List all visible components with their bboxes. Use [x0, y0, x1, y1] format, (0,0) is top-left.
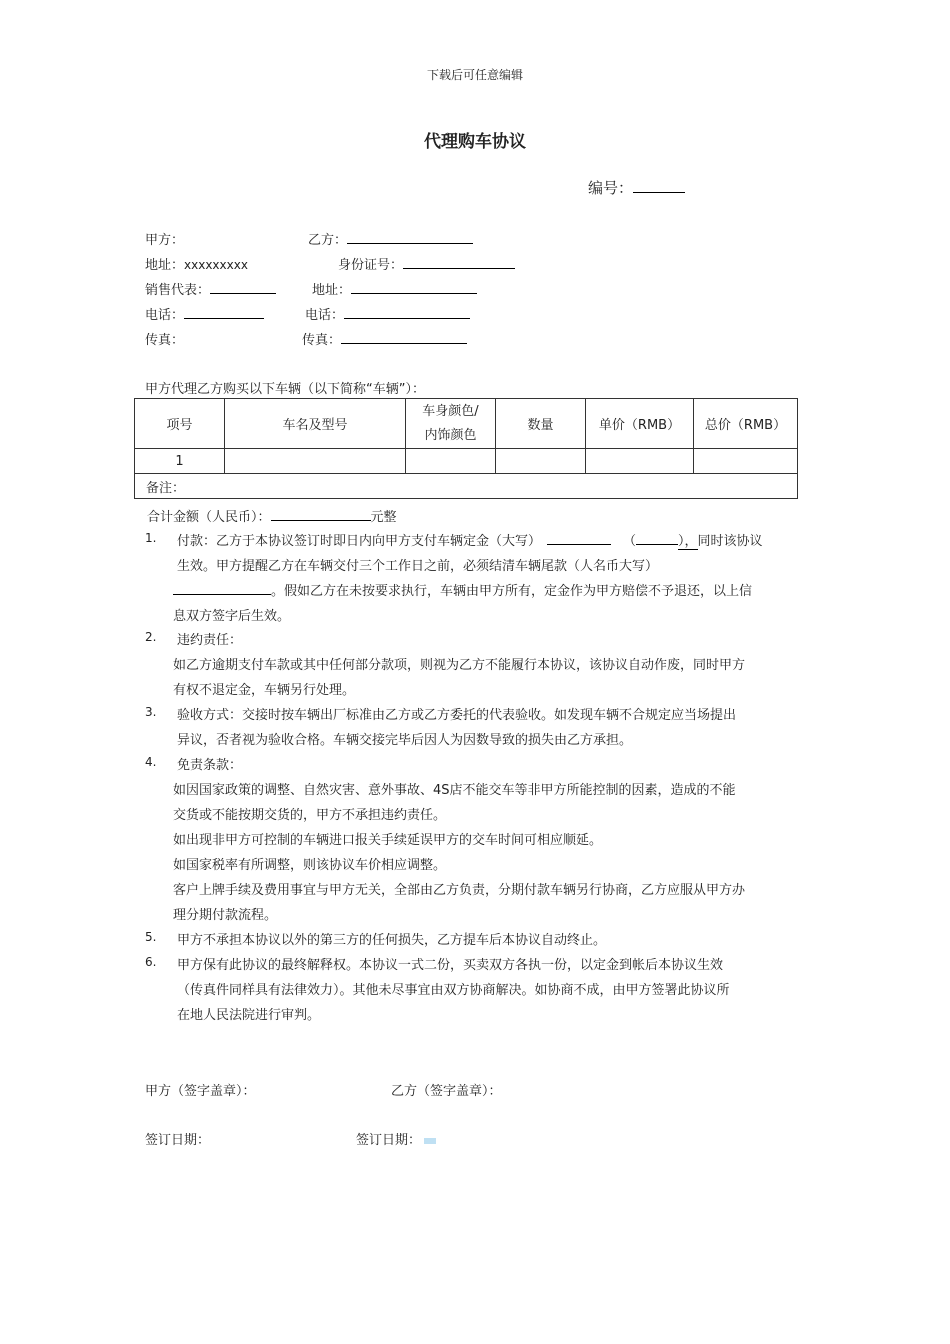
clause-4-line-6: 理分期付款流程。 — [173, 908, 278, 923]
party-b-row — [308, 229, 473, 248]
purchase-intro: 甲方代理乙方购买以下车辆（以下简称“车辆”）： — [145, 382, 425, 397]
party-a-address-value: xxxxxxxxx — [184, 258, 248, 272]
header-unit-price: 单价（RMB） — [586, 399, 694, 449]
vehicle-table — [134, 398, 798, 499]
remark-label: 备注： — [146, 480, 186, 496]
date-highlight-marker — [424, 1138, 436, 1144]
header-car-model: 车名及型号 — [225, 399, 406, 449]
clause-6-line-3: 在地人民法院进行审判。 — [177, 1008, 321, 1023]
party-a-phone-row — [145, 304, 264, 323]
table-header-row — [135, 399, 798, 449]
party-a-address — [145, 254, 248, 273]
clause-2-line-2: 有权不退定金，车辆另行处理。 — [173, 683, 356, 698]
party-b-address-blank[interactable] — [351, 279, 477, 294]
deposit-amount-blank[interactable] — [547, 530, 611, 545]
party-a-rep-row — [145, 279, 276, 298]
row-car-model-cell[interactable] — [225, 449, 406, 474]
balance-amount-blank[interactable] — [173, 580, 271, 595]
clause-1-number: 1. — [145, 531, 157, 545]
party-b-signature: 乙方（签字盖章）： — [391, 1084, 502, 1099]
party-a-label: 甲方： — [145, 233, 185, 248]
serial-blank[interactable] — [633, 178, 685, 193]
clause-6-number: 6. — [145, 955, 157, 969]
party-b-fax-label: 传真： — [302, 333, 342, 348]
clause-2-line-1: 如乙方逾期支付车款或其中任何部分款项，则视为乙方不能履行本协议，该协议自动作废，同时甲方 — [173, 658, 746, 673]
clause-1-line-4: 息双方签字后生效。 — [173, 609, 291, 624]
party-b-label: 乙方： — [308, 233, 348, 248]
clause-1-text-d: 同时该协议 — [697, 534, 763, 549]
party-b-sign-date: 签订日期： — [356, 1133, 422, 1148]
party-b-address-label: 地址： — [312, 283, 352, 298]
party-b-blank[interactable] — [347, 229, 473, 244]
party-b-phone-row — [305, 304, 470, 323]
party-a-sign-date: 签订日期： — [145, 1133, 211, 1148]
clause-6-line-1: 甲方保有此协议的最终解释权。本协议一式二份，买卖双方各执一份，以定金到帐后本协议生效 — [177, 958, 724, 973]
clause-6-line-2: （传真件同样具有法律效力）。其他未尽事宜由双方协商解决。如协商不成，由甲方签署此协议所 — [177, 983, 730, 998]
row-quantity-cell[interactable] — [496, 449, 586, 474]
party-a-phone-label: 电话： — [145, 308, 185, 323]
clause-4-line-3: 如出现非甲方可控制的车辆进口报关手续延误甲方的交车时间可相应顺延。 — [173, 833, 603, 848]
party-a-address-label: 地址： — [145, 258, 185, 273]
header-color — [406, 399, 496, 449]
header-note: 下载后可任意编辑 — [426, 68, 523, 82]
table-row — [135, 449, 798, 474]
party-b-id-label: 身份证号： — [338, 258, 404, 273]
clause-2-title: 违约责任： — [177, 633, 243, 648]
clause-4-line-2: 交货或不能按期交货的，甲方不承担违约责任。 — [173, 808, 447, 823]
serial-number — [588, 177, 685, 198]
clause-1-line-2: 生效。甲方提醒乙方在车辆交付三个工作日之前，必须结清车辆尾款（人名币大写） — [177, 559, 659, 574]
clause-1-text-e: 。假如乙方在未按要求执行，车辆由甲方所有，定金作为甲方赔偿不予退还，以上信 — [271, 584, 753, 599]
party-b-sign-date-row — [356, 1129, 436, 1148]
party-b-phone-label: 电话： — [305, 308, 345, 323]
party-a-signature: 甲方（签字盖章）： — [145, 1084, 256, 1099]
row-item-no: 1 — [135, 449, 225, 474]
party-b-fax-blank[interactable] — [341, 329, 467, 344]
clause-4-number: 4. — [145, 755, 157, 769]
party-a-rep-blank[interactable] — [210, 279, 276, 294]
clause-1-text-a: 付款：乙方于本协议签订时即日内向甲方支付车辆定金（大写） — [177, 534, 542, 549]
total-amount-suffix: 元整 — [370, 510, 397, 525]
clause-1-text-c: ）， — [678, 534, 698, 549]
header-item-no: 项号 — [135, 399, 225, 449]
clause-3-line-2: 异议，否者视为验收合格。车辆交接完毕后因人为因数导致的损失由乙方承担。 — [177, 733, 633, 748]
remark-cell[interactable] — [135, 474, 798, 499]
document-title: 代理购车协议 — [424, 132, 526, 152]
clause-4-line-4: 如国家税率有所调整，则该协议车价相应调整。 — [173, 858, 447, 873]
deposit-amount-figure-blank[interactable] — [636, 530, 678, 545]
header-body-color: 车身颜色/ — [422, 403, 479, 419]
clause-1-text-b: （ — [623, 534, 637, 549]
party-a-phone-blank[interactable] — [184, 304, 264, 319]
total-amount-label: 合计金额（人民币）： — [147, 510, 271, 525]
party-b-fax-row — [302, 329, 467, 348]
party-b-id-blank[interactable] — [403, 254, 515, 269]
clause-2-number: 2. — [145, 630, 157, 644]
clause-1-line-1 — [177, 530, 763, 549]
party-b-id-row — [338, 254, 515, 273]
total-amount-blank[interactable] — [271, 506, 371, 521]
header-interior-color: 内饰颜色 — [424, 427, 477, 443]
clause-5-number: 5. — [145, 930, 157, 944]
party-b-phone-blank[interactable] — [344, 304, 470, 319]
party-a-fax-label: 传真： — [145, 333, 185, 348]
clause-4-line-5: 客户上牌手续及费用事宜与甲方无关，全部由乙方负责，分期付款车辆另行协商，乙方应服从甲方办 — [173, 883, 746, 898]
clause-1-line-3 — [173, 580, 752, 599]
clause-5-line-1: 甲方不承担本协议以外的第三方的任何损失，乙方提车后本协议自动终止。 — [177, 933, 607, 948]
row-total-price-cell[interactable] — [694, 449, 798, 474]
serial-label: 编号： — [588, 179, 634, 197]
party-a-rep-label: 销售代表： — [145, 283, 211, 298]
header-total-price: 总价（RMB） — [694, 399, 798, 449]
header-quantity: 数量 — [496, 399, 586, 449]
row-unit-price-cell[interactable] — [586, 449, 694, 474]
party-b-address-row — [312, 279, 477, 298]
clause-3-line-1: 验收方式：交接时按车辆出厂标准由乙方或乙方委托的代表验收。如发现车辆不合规定应当场提出 — [177, 708, 737, 723]
row-color-cell[interactable] — [406, 449, 496, 474]
clause-4-line-1: 如因国家政策的调整、自然灾害、意外事故、4S店不能交车等非甲方所能控制的因素，造成的不能 — [173, 783, 736, 798]
remark-row — [135, 474, 798, 499]
clause-3-number: 3. — [145, 705, 157, 719]
clause-4-title: 免责条款： — [177, 758, 243, 773]
total-amount-row — [147, 506, 397, 525]
